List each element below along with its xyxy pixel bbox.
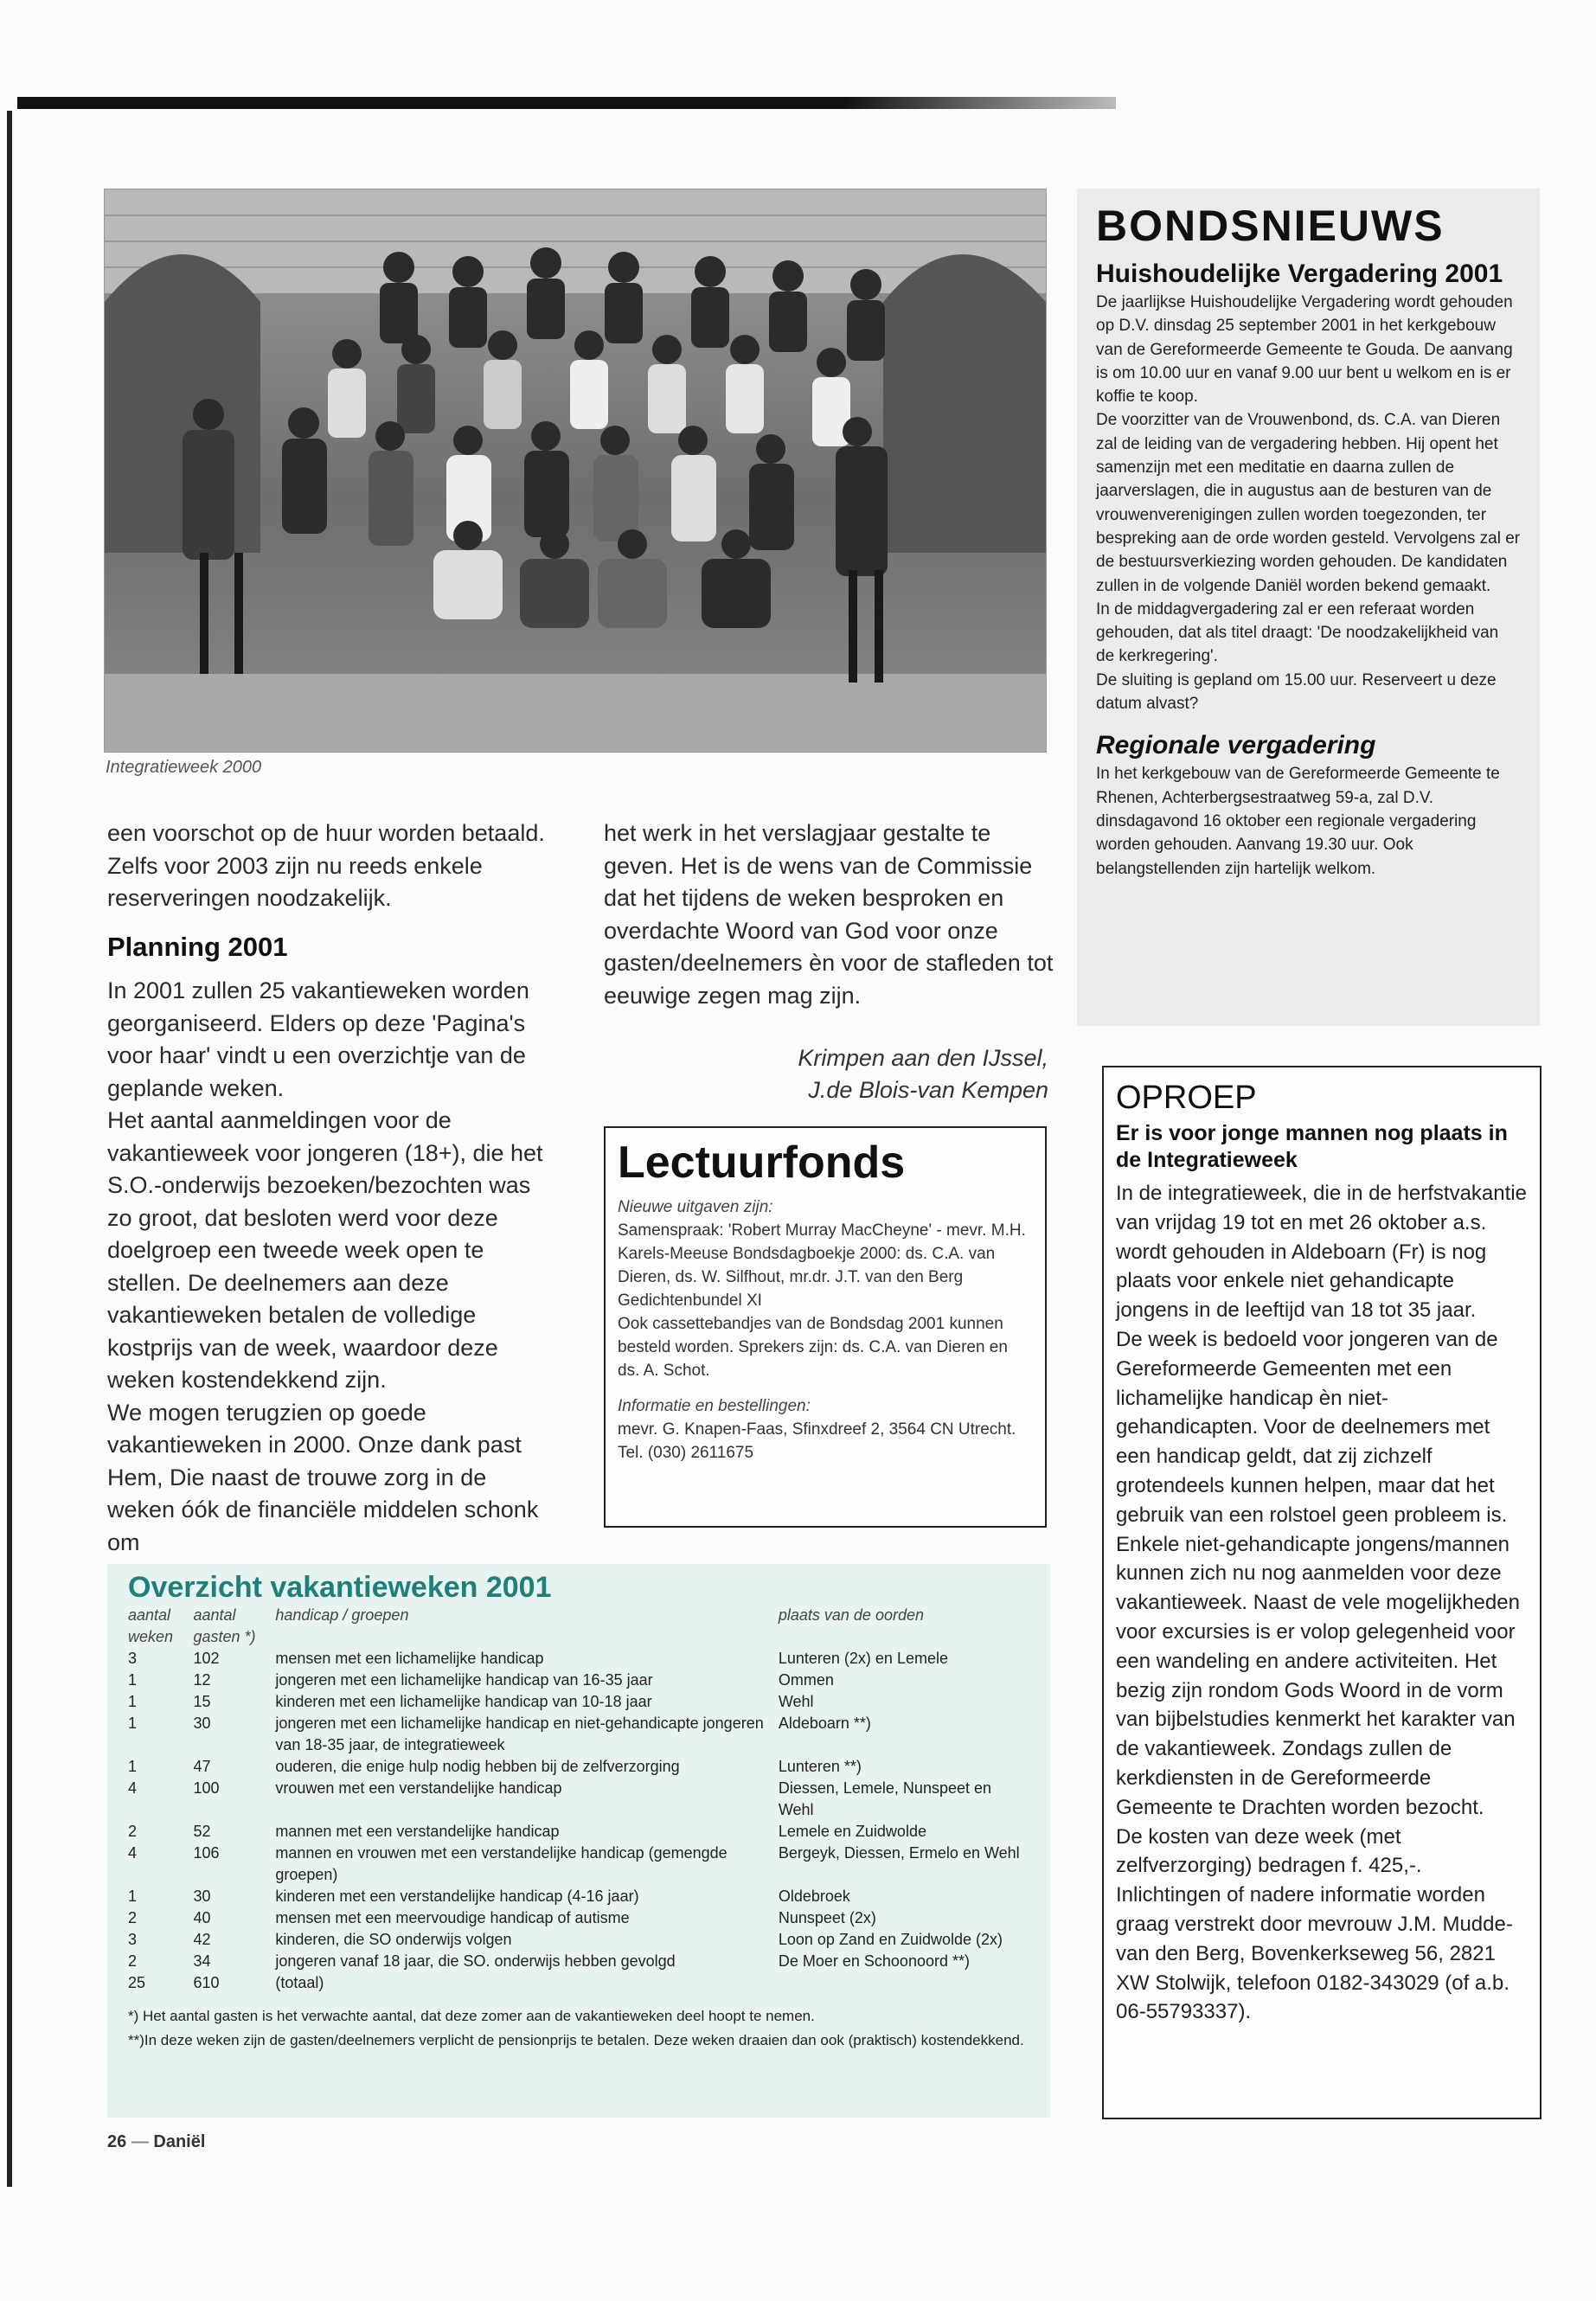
paragraph: In de integratieweek, die in de herfstvakantie van vrijdag 19 tot en met 26 oktober a.s. wordt gehouden in Aldeboarn (Fr) is nog plaats voor enkele niet gehandicapte jongens in de leeftijd van 18 tot 35 jaar. xyxy=(1116,1182,1527,1323)
publication-list: Samenspraak: 'Robert Murray MacCheyne' - mevr. M.H. Karels-Meeuse Bondsdagboekje 2000: ds. C.A. van Dieren, ds. W. Silfhout, mr.dr. J.T. van den Berg Gedichtenbundel XI xyxy=(618,1221,1026,1310)
oproep-title: OPROEP xyxy=(1116,1080,1257,1116)
table-row xyxy=(128,1691,1029,1713)
paragraph: We mogen terugzien op goede vakantieweken in 2000. Onze dank past Hem, Die naast de trouwe zorg in de weken óók de financiële middelen schonk om xyxy=(107,1399,539,1555)
table-cell: 2 xyxy=(128,1952,138,1970)
table-cell: jongeren met een lichamelijke handicap van 16-35 jaar xyxy=(275,1671,653,1689)
table-row xyxy=(128,1648,1029,1670)
top-rule xyxy=(17,97,1116,109)
paragraph: De jaarlijkse Huishoudelijke Vergadering wordt gehouden op D.V. dinsdag 25 september 2001 in het kerkgebouw van de Gereformeerde Gemeente te Gouda. De aanvang is om 10.00 uur en vanaf 9.00 uur bent u welkom en is er koffie te koop. xyxy=(1096,293,1513,407)
paragraph: een voorschot op de huur worden betaald. Zelfs voor 2003 zijn nu reeds enkele reserveringen noodzakelijk. xyxy=(107,820,545,911)
table-cell: jongeren vanaf 18 jaar, die SO. onderwijs hebben gevolgd xyxy=(275,1952,676,1970)
bondsnieuws-title: BONDSNIEUWS xyxy=(1096,202,1445,250)
table-cell xyxy=(779,1972,1029,1994)
footnotes xyxy=(128,2004,1029,2053)
table-cell: 1 xyxy=(128,1758,138,1775)
table-row xyxy=(128,1821,1029,1843)
table-cell: 52 xyxy=(193,1823,211,1840)
table-row xyxy=(128,1756,1029,1778)
table-cell: 34 xyxy=(193,1952,211,1970)
table-cell: Wehl xyxy=(778,1693,814,1710)
table-cell: Oldebroek xyxy=(778,1888,850,1905)
table-row xyxy=(128,1972,1029,1994)
table-cell: 106 xyxy=(193,1844,220,1862)
table-row xyxy=(128,1951,1029,1972)
subheading: Huishoudelijke Vergadering 2001 xyxy=(1096,260,1503,288)
table-cell: 2 xyxy=(128,1909,138,1926)
table-cell: ouderen, die enige hulp nodig hebben bij de zelfverzorging xyxy=(275,1758,680,1775)
table-cell: Loon op Zand en Zuidwolde (2x) xyxy=(778,1931,1003,1948)
table-cell: 1 xyxy=(128,1693,138,1710)
table-cell: Lemele en Zuidwolde xyxy=(778,1823,926,1840)
table-cell: 102 xyxy=(193,1650,220,1667)
table-cell: 30 xyxy=(193,1715,211,1732)
magazine-name: Daniël xyxy=(153,2132,206,2151)
table-cell: mannen en vrouwen met een verstandelijke handicap (gemengde groepen) xyxy=(275,1844,727,1883)
page-footer: 26 — Daniël xyxy=(107,2132,206,2151)
table-cell: 2 xyxy=(128,1823,138,1840)
table-cell: Bergeyk, Diessen, Ermelo en Wehl xyxy=(778,1844,1020,1862)
table-cell: Lunteren (2x) en Lemele xyxy=(778,1650,948,1667)
page-number: 26 xyxy=(107,2132,127,2151)
section-heading: Planning 2001 xyxy=(107,931,288,962)
table-row xyxy=(128,1929,1029,1951)
table-cell: 3 xyxy=(128,1650,138,1667)
table-row xyxy=(128,1843,1029,1886)
table-cell: 100 xyxy=(193,1779,220,1797)
table-cell: Nunspeet (2x) xyxy=(778,1909,876,1926)
oproep-box xyxy=(1102,1066,1542,2119)
signature-author: J.de Blois-van Kempen xyxy=(808,1077,1048,1103)
table-cell: 1 xyxy=(128,1888,138,1905)
table-cell: (totaal) xyxy=(275,1974,324,1991)
table-cell: 1 xyxy=(128,1715,138,1732)
table-cell: Lunteren **) xyxy=(778,1758,862,1775)
overzicht-box xyxy=(107,1564,1050,2118)
table-row xyxy=(128,1886,1029,1907)
table-header-row xyxy=(128,1605,1029,1648)
paragraph: De week is bedoeld voor jongeren van de Gereformeerde Gemeenten met een lichamelijke handicap èn niet-gehandicapten. Voor de deelnemers met een handicap geldt, dat zij zichzelf grotendeels kunnen helpen, maar dat het gebruik van een rolstoel geen probleem is. Enkele niet-gehandicapte jongens/mannen kunnen zich nu nog aanmelden voor deze vakantieweek. Naast de vele mogelijkheden voor excursies is er volop gelegenheid voor een wandeling en andere activiteiten. Het bezig zijn rondom Gods Woord in de vorm van bijbelstudies kenmerkt het karakter van de vakantieweek. Zondags zullen de kerkdiensten in de Gereformeerde Gemeente te Drachten worden bezocht. xyxy=(1116,1327,1520,1819)
table-cell: 4 xyxy=(128,1844,138,1862)
table-cell: 3 xyxy=(128,1931,138,1948)
column-header: handicap / groepen xyxy=(275,1606,409,1624)
column-header: plaats van de oorden xyxy=(778,1606,924,1624)
table-cell: 47 xyxy=(193,1758,211,1775)
table-cell: 15 xyxy=(193,1693,211,1710)
paragraph: De kosten van deze week (met zelfverzorging) bedragen f. 425,-. Inlichtingen of nadere informatie worden graag verstrekt door mevrouw J.M. Mudde-van den Berg, Bovenkerkseweg 56, 2821 XW Stolwijk, telefoon 0182-343029 (of a.b. 06-55793337). xyxy=(1116,1824,1513,2024)
table-cell: mannen met een verstandelijke handicap xyxy=(275,1823,560,1840)
table-cell: 25 xyxy=(128,1974,146,1991)
footnote: **)In deze weken zijn de gasten/deelnemers verplicht de pensionprijs te betalen. Deze weken draaien dan ook (praktisch) kostendekkend. xyxy=(128,2032,1024,2048)
lectuurfonds-box xyxy=(604,1126,1047,1528)
table-cell: 42 xyxy=(193,1931,211,1948)
signature-block xyxy=(604,1042,1048,1106)
table-cell: De Moer en Schoonoord **) xyxy=(778,1952,970,1970)
table-cell: 40 xyxy=(193,1909,211,1926)
bondsnieuws-box xyxy=(1077,189,1540,1026)
article-left-column xyxy=(107,817,548,1559)
table-cell: mensen met een meervoudige handicap of autisme xyxy=(275,1909,630,1926)
photo-caption: Integratieweek 2000 xyxy=(106,758,262,777)
table-cell: Aldeboarn **) xyxy=(778,1715,871,1732)
table-row xyxy=(128,1907,1029,1929)
paragraph: In de middagvergadering zal er een referaat worden gehouden, dat als titel draagt: 'De noodzakelijkheid van de kerkregering'. xyxy=(1096,599,1499,666)
left-margin-rule xyxy=(7,111,12,2187)
cassettes-note: Ook cassettebandjes van de Bondsdag 2001 kunnen besteld worden. Sprekers zijn: ds. C.A. van Dieren en ds. A. Schot. xyxy=(618,1315,1008,1380)
table-cell: kinderen met een lichamelijke handicap van 10-18 jaar xyxy=(275,1693,652,1710)
table-cell: kinderen, die SO onderwijs volgen xyxy=(275,1931,512,1948)
table-row xyxy=(128,1713,1029,1756)
table-cell: vrouwen met een verstandelijke handicap xyxy=(275,1779,562,1797)
paragraph: In het kerkgebouw van de Gereformeerde Gemeente te Rhenen, Achterbergsestraatweg 59-a, zal D.V. dinsdagavond 16 oktober een regionale vergadering worden gehouden. Aanvang 19.30 uur. Ook belangstellenden zijn hartelijk welkom. xyxy=(1096,765,1500,878)
info-label: Informatie en bestellingen: xyxy=(618,1397,811,1415)
signature-place: Krimpen aan den IJssel, xyxy=(798,1045,1048,1071)
new-label: Nieuwe uitgaven zijn: xyxy=(618,1198,773,1216)
paragraph: De sluiting is gepland om 15.00 uur. Reserveert u deze datum alvast? xyxy=(1096,670,1497,714)
group-photo xyxy=(104,189,1047,753)
table-cell: Ommen xyxy=(778,1671,834,1689)
overzicht-title: Overzicht vakantieweken 2001 xyxy=(128,1571,552,1604)
contact-address: mevr. G. Knapen-Faas, Sfinxdreef 2, 3564 CN Utrecht. Tel. (030) 2611675 xyxy=(618,1420,1016,1462)
table-cell: 1 xyxy=(128,1671,138,1689)
table-cell: jongeren met een lichamelijke handicap en niet-gehandicapte jongeren van 18-35 jaar, de integratieweek xyxy=(275,1715,764,1753)
table-cell: kinderen met een verstandelijke handicap (4-16 jaar) xyxy=(275,1888,639,1905)
lectuurfonds-title: Lectuurfonds xyxy=(618,1138,906,1188)
overzicht-table xyxy=(128,1605,1029,1994)
paragraph: De voorzitter van de Vrouwenbond, ds. C.A. van Dieren zal de leiding van de vergadering hebben. Hij opent het samenzijn met een meditatie en daarna zullen de jaarverslagen, die in augustus aan de besturen van de vrouwenverenigingen zullen worden toegezonden, ter bespreking aan de orde worden gesteld. Vervolgens zal er de bestuursverkiezing worden gehouden. De kandidaten zullen in de volgende Daniël worden bekend gemaakt. xyxy=(1096,411,1521,595)
subheading: Regionale vergadering xyxy=(1096,731,1376,760)
table-row xyxy=(128,1778,1029,1821)
table-row xyxy=(128,1670,1029,1691)
table-cell: 12 xyxy=(193,1671,211,1689)
table-cell: 4 xyxy=(128,1779,138,1797)
table-cell: 30 xyxy=(193,1888,211,1905)
footnote: *) Het aantal gasten is het verwachte aantal, dat deze zomer aan de vakantieweken deel hoopt te nemen. xyxy=(128,2008,815,2024)
paragraph: Het aantal aanmeldingen voor de vakantieweek voor jongeren (18+), die het S.O.-onderwijs bezoeken/bezochten was zo groot, dat besloten werd voor deze doelgroep een tweede week open te stellen. De deelnemers aan deze vakantieweken betalen de volledige kostprijs van de week, waardoor deze weken kostendekkend zijn. xyxy=(107,1107,543,1393)
paragraph: het werk in het verslagjaar gestalte te geven. Het is de wens van de Commissie dat het tijdens de weken besproken en overdachte Woord van God voor onze gasten/deelnemers èn voor de stafleden tot eeuwige zegen mag zijn. xyxy=(604,820,1054,1009)
table-cell: Diessen, Lemele, Nunspeet en Wehl xyxy=(778,1779,992,1818)
oproep-subtitle: Er is voor jonge mannen nog plaats in de Integratieweek xyxy=(1116,1121,1508,1172)
table-cell: 610 xyxy=(193,1974,220,1991)
article-middle-column xyxy=(604,817,1054,1012)
column-header: aantal gasten *) xyxy=(193,1606,256,1645)
column-header: aantal weken xyxy=(128,1606,174,1645)
paragraph: In 2001 zullen 25 vakantieweken worden georganiseerd. Elders op deze 'Pagina's voor haar' vindt u een overzichtje van de geplande weken. xyxy=(107,977,529,1101)
table-cell: mensen met een lichamelijke handicap xyxy=(275,1650,544,1667)
